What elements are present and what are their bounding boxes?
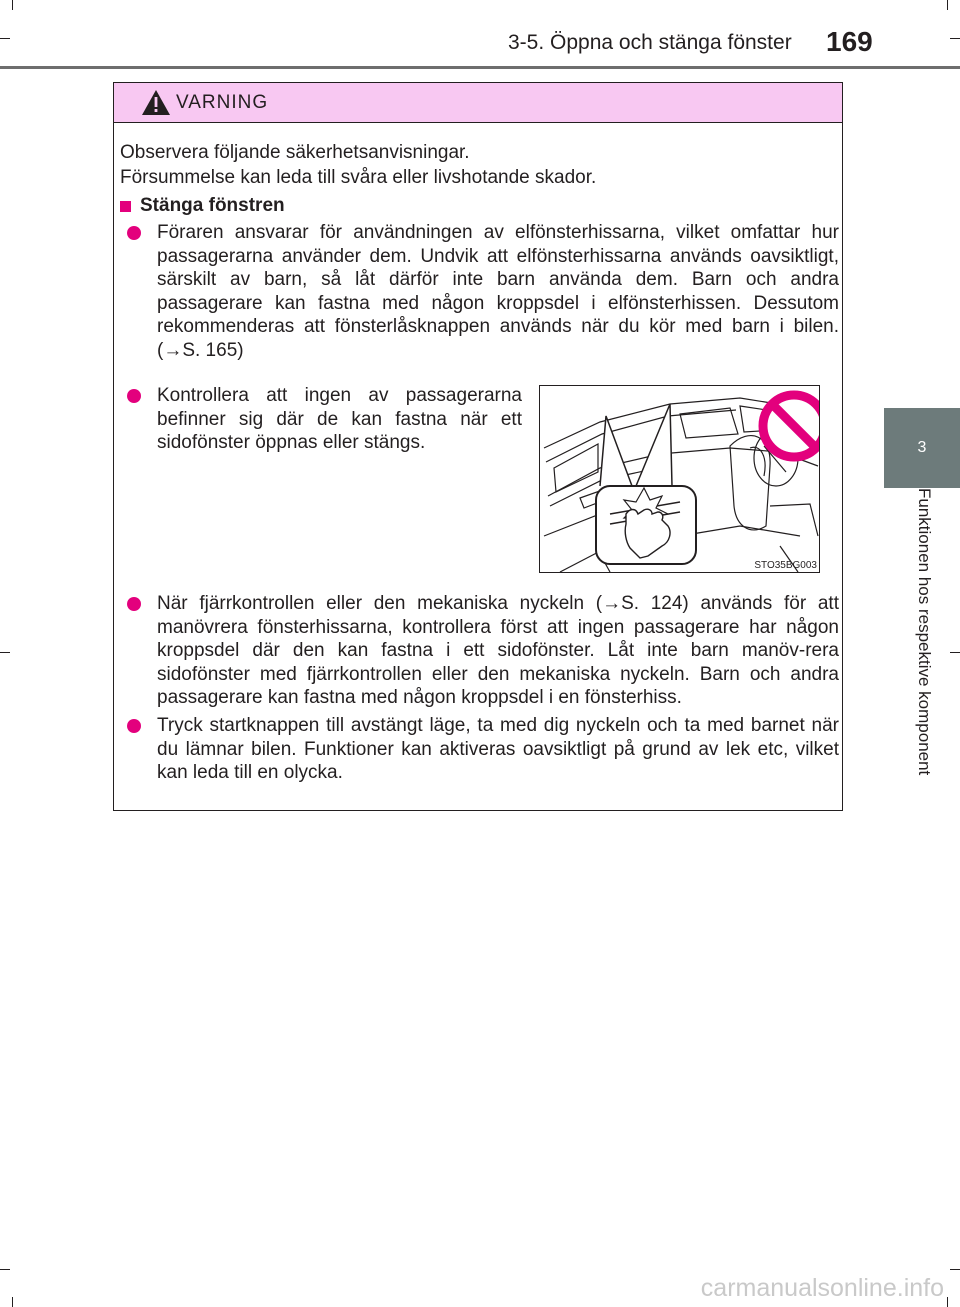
crop-mark — [947, 1297, 948, 1307]
prohibited-sign-icon — [763, 395, 820, 457]
subheading — [120, 195, 285, 217]
crop-mark — [950, 1269, 960, 1270]
intro-line: Observera följande säkerhetsanvisningar. — [120, 142, 470, 163]
warning-intro — [120, 140, 832, 190]
illustration-code: STO35BG003 — [754, 560, 817, 571]
crop-mark — [950, 652, 960, 653]
intro-line: Försummelse kan leda till svåra eller livshotande skador. — [120, 167, 597, 188]
header-rule — [0, 66, 960, 69]
section-title: 3-5. Öppna och stänga fönster — [508, 31, 792, 54]
warning-header — [114, 83, 842, 123]
subheading-text: Stänga fönstren — [140, 195, 285, 216]
square-bullet-icon — [120, 201, 131, 212]
watermark: carmanualsonline.info — [700, 1274, 944, 1302]
bullet-item: Tryck startknappen till avstängt läge, ta med dig nyckeln och ta med barnet när du lämnar bilen. Funktioner kan aktiveras oavsiktligt på grund av lek etc, vilket kan leda till en olycka. — [157, 715, 839, 784]
bullet-dot-icon — [127, 597, 141, 611]
bullet-item: Kontrollera att ingen av passagerarna befinner sig där de kan fastna när ett sidofönster öppnas eller stängs. — [157, 385, 522, 454]
bullet-dot-icon — [127, 226, 141, 240]
bullet-item: När fjärrkontrollen eller den mekaniska nyckeln (→S. 124) används för att manövrera fönsterhissarna, kontrollera först att ingen passagerare har någon kroppsdel där den kan fastna i ett sidofönster. Låt inte barn manöv-rera sidofönster med fjärrkontrollen eller den mekaniska nyckeln. Barn och andra passagerare kan fastna med någon kroppsdel i en fönsterhiss. — [157, 593, 839, 709]
crop-mark — [0, 1269, 10, 1270]
bullet-dot-icon — [127, 389, 141, 403]
warning-triangle-icon — [141, 89, 171, 116]
chapter-title: Funktionen hos respektive komponent — [915, 488, 934, 776]
crop-mark — [12, 0, 13, 10]
crop-mark — [950, 38, 960, 39]
chapter-tab — [884, 408, 960, 488]
crop-mark — [947, 0, 948, 10]
bullet-dot-icon — [127, 719, 141, 733]
bullet-item: Föraren ansvarar för användningen av elfönsterhissarna, vilket omfattar hur passagerarna använder dem. Undvik att elfönsterhissarna används oavsiktligt, särskilt av barn, så låt därför inte barn använda dem. Barn och andra passagerare kan fastna med någon kroppsdel i elfönsterhissen. Dessutom rekommenderas att fönsterlåsknappen används när du kör med barn i bilen. (→S. 165) — [157, 222, 839, 361]
car-window-illustration — [539, 385, 820, 573]
crop-mark — [12, 1297, 13, 1307]
chapter-number: 3 — [917, 439, 927, 456]
car-interior-drawing — [540, 386, 820, 573]
crop-mark — [0, 652, 10, 653]
warning-title: VARNING — [176, 92, 269, 113]
crop-mark — [0, 38, 10, 39]
page-number: 169 — [826, 26, 873, 57]
